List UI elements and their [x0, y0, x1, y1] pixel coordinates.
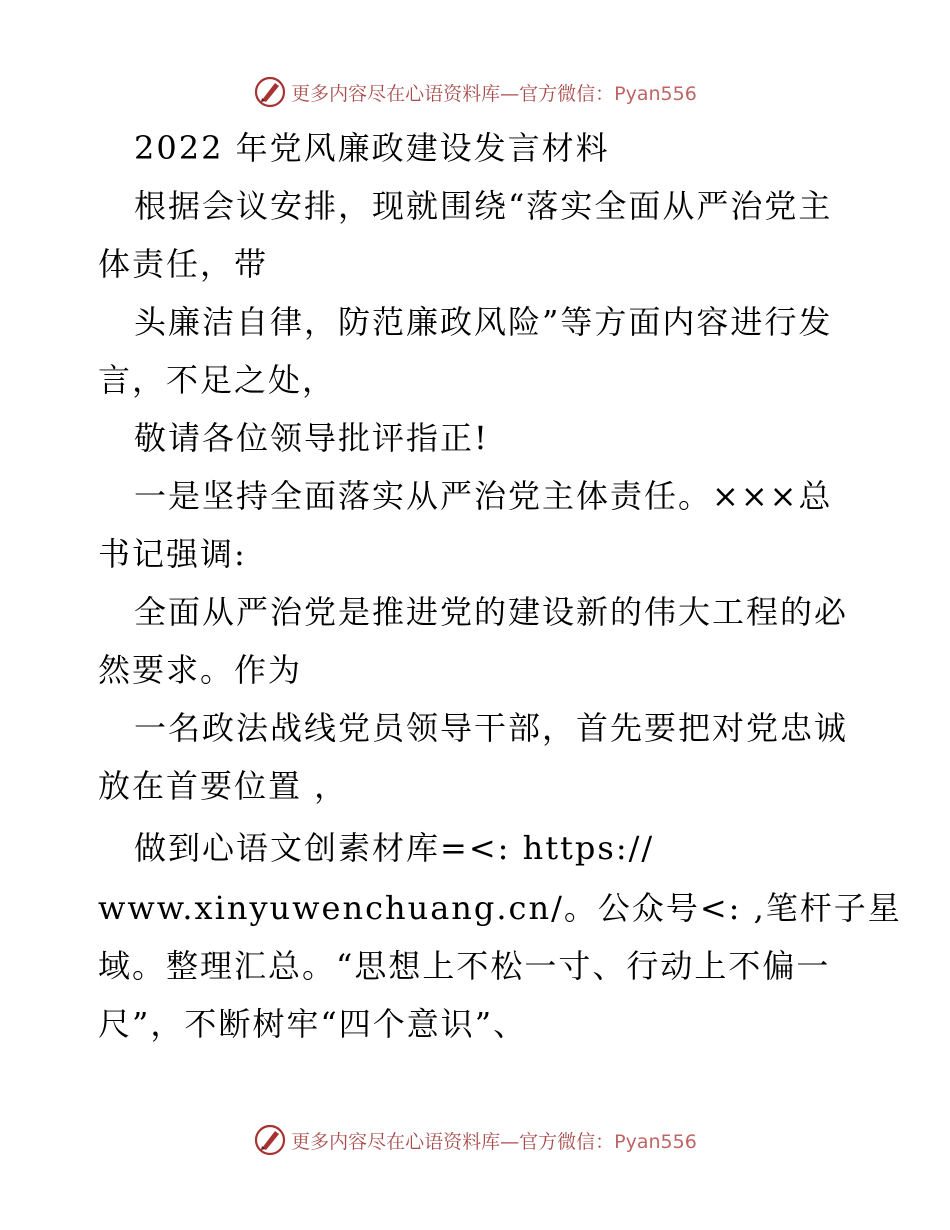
doc-line: www.xinyuwenchuang.cn/。公众号<: ,笔杆子星	[98, 889, 902, 927]
doc-line: 敬请各位领导批评指正!	[134, 419, 489, 457]
doc-line: 全面从严治党是推进党的建设新的伟大工程的必	[134, 593, 849, 631]
header-banner	[0, 72, 950, 112]
doc-line: 根据会议安排，现就围绕“落实全面从严治党主	[134, 187, 833, 225]
footer-banner-text: 更多内容尽在心语资料库—官方微信：Pyan556	[291, 1130, 697, 1153]
doc-title: 2022 年党风廉政建设发言材料	[134, 129, 610, 167]
doc-line: 然要求。作为	[98, 651, 303, 689]
doc-line: 尺”，不断树牢“四个意识”、	[98, 1005, 528, 1043]
doc-line: 一名政法战线党员领导干部，首先要把对党忠诚	[134, 709, 849, 747]
footer-banner	[0, 1120, 950, 1160]
doc-line: 书记强调:	[98, 535, 247, 573]
header-banner-text: 更多内容尽在心语资料库—官方微信：Pyan556	[291, 82, 697, 105]
doc-line: 体责任，带	[98, 245, 269, 283]
quill-seal-icon	[253, 1123, 287, 1157]
footer-wechat-id: Pyan556	[614, 1130, 697, 1153]
quill-seal-icon	[253, 75, 287, 109]
doc-line: 言，不足之处，	[98, 361, 337, 399]
doc-line: 一是坚持全面落实从严治党主体责任。×××总	[134, 477, 833, 515]
doc-line: 头廉洁自律，防范廉政风险”等方面内容进行发	[134, 303, 833, 341]
doc-line: 放在首要位置 ，	[98, 767, 349, 805]
header-wechat-id: Pyan556	[614, 82, 697, 105]
doc-line: 域。整理汇总。“思想上不松一寸、行动上不偏一	[98, 947, 831, 985]
doc-line: 做到心语文创素材库=<: https://	[134, 829, 655, 867]
